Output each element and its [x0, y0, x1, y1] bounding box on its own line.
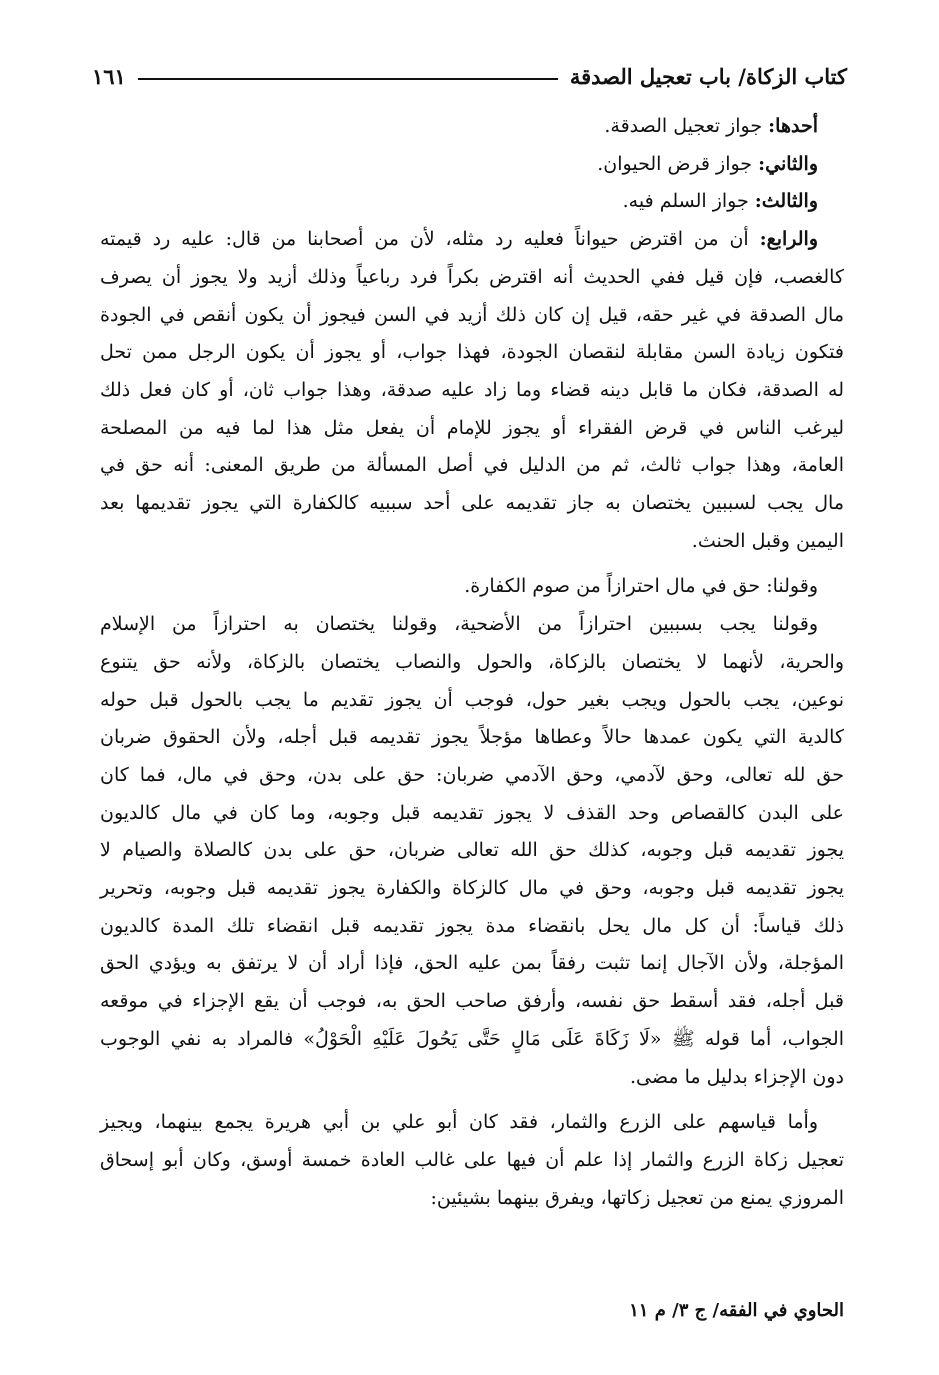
- numbered-list: [100, 108, 844, 221]
- text-line: والرابع: أن من اقترض حيواناً فعليه رد مثله، لأن من أصحابنا من قال: عليه رد قيمته: [100, 228, 818, 251]
- list-text: جواز قرض الحيوان.: [597, 152, 759, 175]
- list-item: [100, 183, 844, 221]
- page-body: [100, 108, 844, 1217]
- text-line: مال الصدقة في غير حقه، قيل إن كان ذلك أزيد في السن فيجوز أن يكون أنقص في الجودة: [100, 303, 844, 326]
- text-line: ليرغب الناس في قرض الفقراء أو يجوز للإمام أن يفعل مثل هذا لما فيه من المصلحة: [100, 416, 844, 439]
- paragraph-label: والرابع:: [759, 228, 818, 251]
- list-item: [100, 146, 844, 184]
- text-line: وقولنا يجب بسببين احترازاً من الأضحية، وقولنا يختصان به احترازاً من الإسلام: [100, 613, 818, 636]
- text-line: العامة، وهذا جواب ثالث، ثم من الدليل في أصل المسألة من طريق المعنى: أنه حق في: [100, 454, 844, 477]
- text-line: المروزي يمنع من تعجيل زكاتها، ويفرق بينهما بشيئين:: [430, 1186, 844, 1209]
- text-line: له الصدقة، فكان ما قابل دينه قضاء وما زاد عليه صدقة، وهذا جواب ثان، أو كان فعل ذلك: [100, 378, 844, 401]
- text-line: وأما قياسهم على الزرع والثمار، فقد كان أبو علي بن أبي هريرة يجمع بينهما، ويجيز: [100, 1111, 818, 1134]
- text-line: تعجيل زكاة الزرع والثمار إذا علم أن فيها على غالب العادة خمسة أوسق، وكان أبو إسحاق: [100, 1148, 844, 1171]
- text-line: الجواب، أما قوله ﷺ «لَا زَكَاةَ عَلَى مَالٍ حَتَّى يَحُولَ عَلَيْهِ الْحَوْلُ» فالمراد به نفي الوجوب: [100, 1027, 844, 1050]
- paragraph-crops: [100, 1104, 844, 1217]
- header-title: كتاب الزكاة/ باب تعجيل الصدقة: [569, 63, 847, 89]
- list-label: أحدها:: [768, 115, 818, 137]
- text-line: قبل أجله، فقد أسقط حق نفسه، وأرفق صاحب الحق به، فوجب أن يقع الإجزاء في موقعه: [100, 990, 844, 1013]
- paragraph-main-argument: [100, 606, 844, 1096]
- running-header: [92, 56, 847, 96]
- text-line: ذلك قياساً: أن كل مال يحل بانقضاء مدة يجوز تقديمه قبل انقضاء تلك المدة كالديون: [100, 914, 844, 937]
- footer-signature: الحاوي في الفقه/ ج ٣/ م ١١: [629, 1300, 844, 1321]
- text-line: على البدن كالقصاص وحد القذف لا يجوز تقديمه قبل وجوبه، وما كان في مال كالديون: [100, 801, 844, 824]
- text-line: يجوز تقديمه قبل وجوبه، كذلك حق الله تعالى ضربان، حق على بدن كالصلاة والصيام لا: [100, 839, 844, 862]
- text-line: كالدية التي يكون عمدها حالاً وعطاها مؤجلاً يجوز تقديمه قبل أجله، ولأن الحقوق ضربان: [100, 726, 844, 749]
- paragraph-qawluna: [100, 568, 844, 606]
- text-line: المؤجلة، ولأن الآجال إنما تثبت رفقاً بمن عليه الحق، فإذا أراد أن لا يرتفق به ويؤدي الحق: [100, 952, 844, 975]
- list-label: والثالث:: [754, 190, 818, 213]
- list-label: والثاني:: [758, 152, 818, 175]
- text-line: كالغصب، فإن قيل ففي الحديث أنه اقترض بكراً فرد رباعياً وذلك أزيد ولا يجوز أن يصرف: [100, 265, 844, 288]
- text-line: فتكون زيادة السن مقابلة لنقصان الجودة، فهذا جواب، أو يجوز أن يكون الرجل ممن تحل: [100, 341, 844, 364]
- header-rule: [138, 78, 558, 80]
- list-text: جواز السلم فيه.: [622, 190, 755, 213]
- text-line: يجوز تقديمه قبل وجوبه، وحق في مال كالزكاة والكفارة يجوز تقديمه قبل وجوبه، وتحرير: [100, 877, 844, 900]
- text-line: والحرية، لأنهما لا يختصان بالزكاة، والحول والنصاب يختصان بالزكاة، ولأنه حق يتنوع: [100, 650, 844, 673]
- list-text: جواز تعجيل الصدقة.: [604, 115, 769, 137]
- list-item: [100, 108, 844, 146]
- paragraph-fourth: [100, 221, 844, 560]
- text-line: مال يجب لسببين يختصان به جاز تقديمه على أحد سببيه كالكفارة التي يجوز تقديمها بعد: [100, 492, 844, 515]
- text-line: وقولنا: حق في مال احترازاً من صوم الكفارة.: [464, 575, 818, 598]
- text-line: اليمين وقبل الحنث.: [691, 529, 844, 552]
- page-number: ١٦١: [92, 63, 126, 89]
- text-line: دون الإجزاء بدليل ما مضى.: [630, 1065, 844, 1088]
- text-line: نوعين، يجب بالحول ويجب بغير حول، فوجب أن يجوز تقديم ما يجب بالحول قبل حوله: [100, 688, 844, 711]
- text-line: حق لله تعالى، وحق لآدمي، وحق الآدمي ضربان: حق على بدن، وحق في مال، فما كان: [100, 763, 844, 786]
